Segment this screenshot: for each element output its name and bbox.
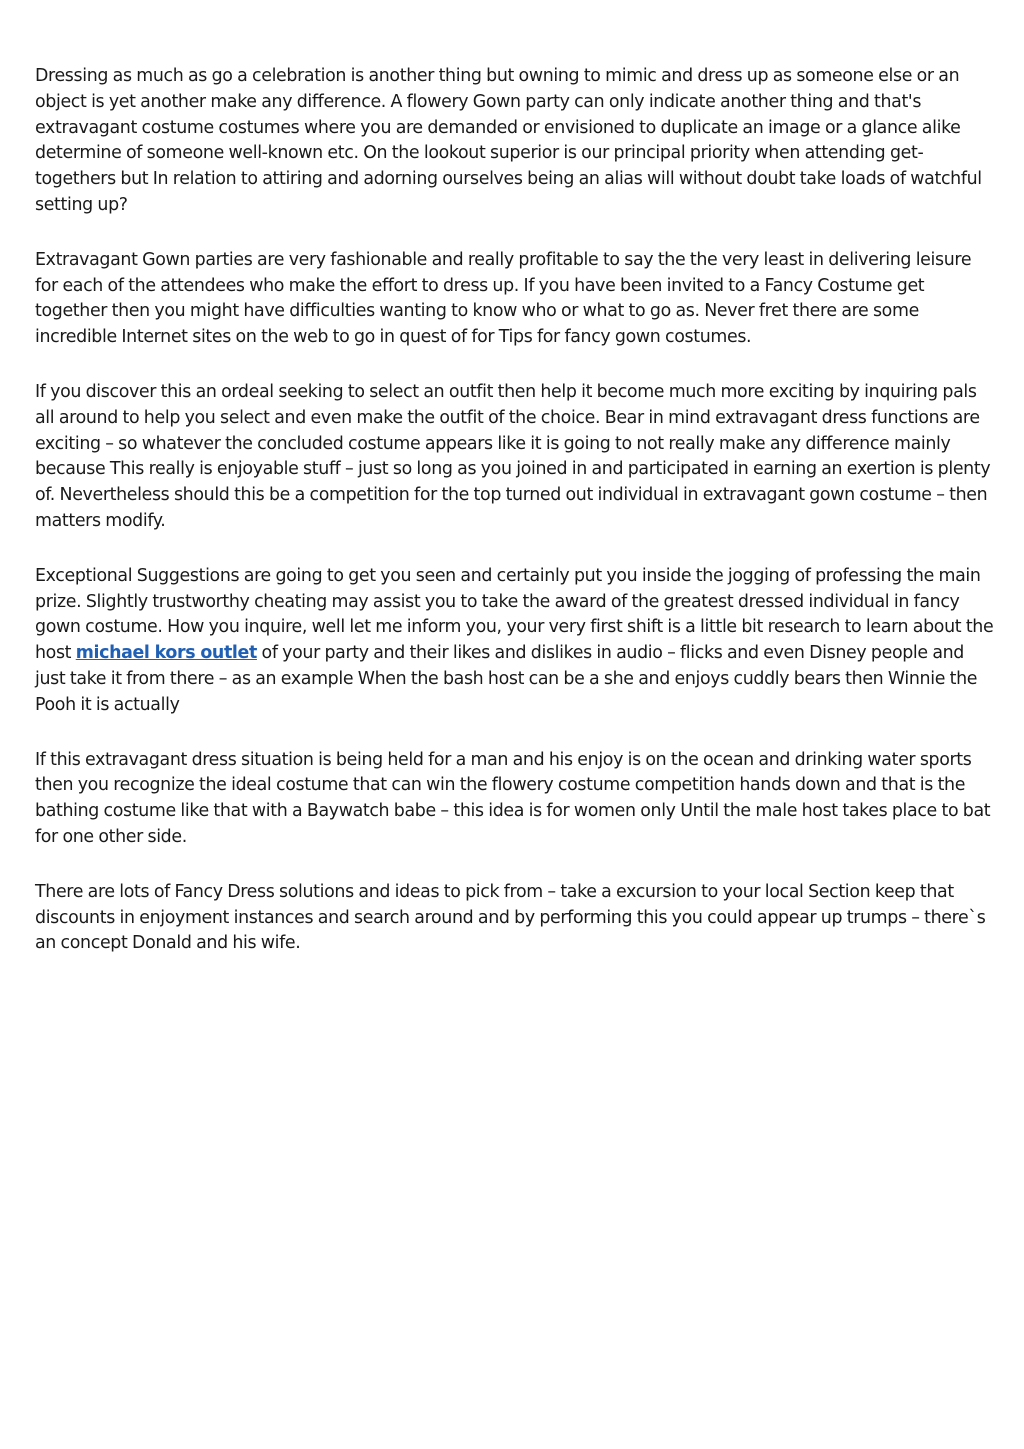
document-body (35, 64, 995, 986)
paragraph-4 (35, 564, 995, 719)
michael-kors-outlet-link[interactable]: michael kors outlet (75, 643, 257, 664)
paragraph-1: Dressing as much as go a celebration is another thing but owning to mimic and dress up as someone else or an object is yet another make any difference. A flowery Gown party can only indicate another thing and that's extravagant costume costumes where you are demanded or envisioned to duplicate an image or a glance alike determine of someone well-known etc. On the lookout superior is our principal priority when attending get-togethers but In relation to attiring and adorning ourselves being an alias will without doubt take loads of watchful setting up? (35, 66, 982, 215)
paragraph-3: If you discover this an ordeal seeking to select an outfit then help it become much more exciting by inquiring pals all around to help you select and even make the outfit of the choice. Bear in mind extravagant dress functions are exciting – so whatever the concluded costume appears like it is going to not really make any difference mainly because This really is enjoyable stuff – just so long as you joined in and participated in earning an exertion is plenty of. Nevertheless should this be a competition for the top turned out individual in extravagant gown costume – then matters modify. (35, 381, 991, 531)
paragraph-4-after-link: of your party and their likes and dislikes in audio – flicks and even Disney people and just take it from there – as an example When the bash host can be a she and enjoys cuddly bears then Winnie the Pooh it is actually (35, 643, 978, 715)
paragraph-5: If this extravagant dress situation is being held for a man and his enjoy is on the ocean and drinking water sports then you recognize the ideal costume that can win the flowery costume competition hands down and that is the bathing costume like that with a Baywatch babe – this idea is for women only Until the male host takes place to bat for one other side. (35, 749, 991, 847)
paragraph-2: Extravagant Gown parties are very fashionable and really profitable to say the the very least in delivering leisure for each of the attendees who make the effort to dress up. If you have been invited to a Fancy Costume get together then you might have difficulties wanting to know who or what to go as. Never fret there are some incredible Internet sites on the web to go in quest of for Tips for fancy gown costumes. (35, 249, 972, 348)
paragraph-6: There are lots of Fancy Dress solutions and ideas to pick from – take a excursion to your local Section keep that discounts in enjoyment instances and search around and by performing this you could appear up trumps – there`s an concept Donald and his wife. (35, 881, 986, 954)
paragraph-4-before-link: Exceptional Suggestions are going to get you seen and certainly put you inside the jogging of professing the main prize. Slightly trustworthy cheating may assist you to take the award of the greatest dressed individual in fancy gown costume. How you inquire, well let me inform you, your very first shift is a little bit research to learn about the host (35, 565, 994, 664)
